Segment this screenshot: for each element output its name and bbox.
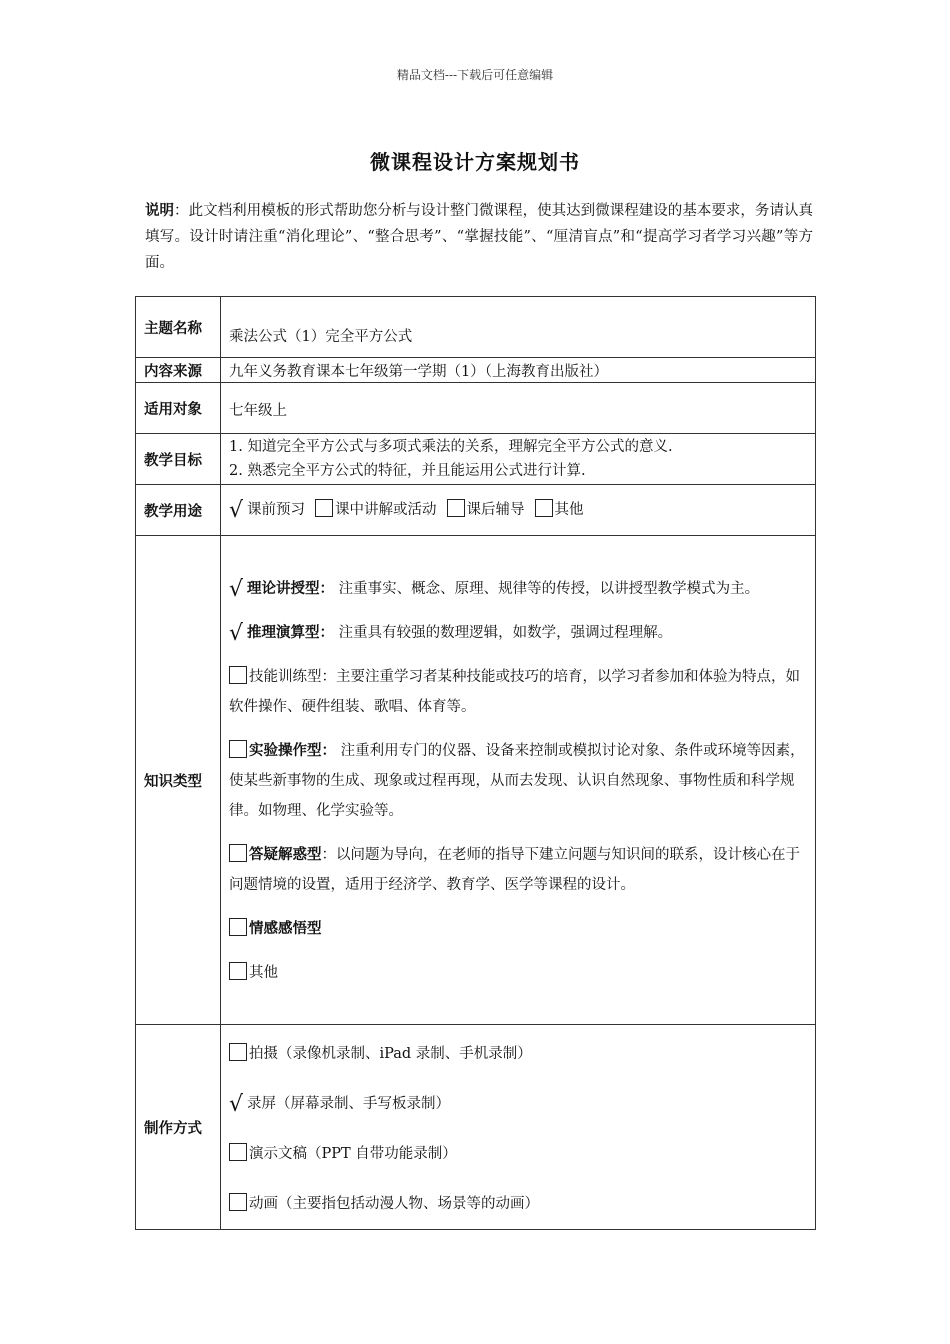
production-method-checkbox[interactable]: [229, 1043, 247, 1061]
knowledge-type-item[interactable]: [229, 574, 807, 604]
knowledge-type-desc: 注重具有较强的数理逻辑，如数学，强调过程理解。: [334, 625, 673, 641]
row-source: [136, 358, 816, 383]
knowledge-type-checkbox[interactable]: [229, 918, 247, 936]
production-method-checkbox[interactable]: [229, 1143, 247, 1161]
knowledge-type-name: 答疑解惑型: [249, 846, 322, 863]
knowledge-type-name: 理论讲授型：: [247, 580, 335, 597]
goal-label: 教学目标: [136, 434, 221, 485]
knowledge-type-name: 其他: [249, 965, 278, 981]
use-option[interactable]: [315, 498, 437, 519]
knowledge-type-desc: ：以问题为导向，在老师的指导下建立问题与知识间的联系，设计核心在于问题情境的设置，适用于经济学、教育学、医学等课程的设计。: [229, 847, 800, 893]
row-title: [136, 297, 816, 358]
use-option[interactable]: [229, 498, 305, 522]
knowledge-type-checkbox[interactable]: [229, 962, 247, 980]
types-cell: [221, 536, 816, 1025]
source-label: 内容来源: [136, 358, 221, 383]
use-option-label: 其他: [554, 502, 584, 518]
knowledge-type-name: 推理演算型：: [247, 624, 335, 641]
row-target: [136, 383, 816, 434]
make-label: 制作方式: [136, 1025, 221, 1230]
use-cell: [221, 485, 816, 536]
goal-item-1: 1. 知道完全平方公式与多项式乘法的关系，理解完全平方公式的意义.: [229, 439, 673, 455]
production-method-item[interactable]: [229, 1129, 807, 1179]
production-method-item[interactable]: [229, 1029, 807, 1079]
production-method-item[interactable]: [229, 1179, 807, 1229]
production-method-label: 录屏（屏幕录制、手写板录制）: [247, 1096, 451, 1112]
goal-cell: [221, 434, 816, 485]
use-option-checkbox[interactable]: [535, 499, 553, 517]
use-option-label: 课中讲解或活动: [335, 502, 437, 518]
knowledge-type-item[interactable]: [229, 736, 807, 826]
knowledge-type-name: 实验操作型：: [249, 742, 336, 759]
knowledge-type-item[interactable]: [229, 914, 807, 944]
knowledge-type-checkbox[interactable]: [229, 740, 247, 758]
production-method-checkbox[interactable]: [229, 1193, 247, 1211]
knowledge-type-checkbox[interactable]: [229, 844, 247, 862]
production-method-checkmark-icon[interactable]: √: [229, 1092, 244, 1117]
types-label: 知识类型: [136, 536, 221, 1025]
make-cell: [221, 1025, 816, 1230]
production-method-label: 演示文稿（PPT 自带功能录制）: [249, 1146, 457, 1162]
use-option-label: 课后辅导: [466, 502, 525, 518]
knowledge-type-item[interactable]: [229, 618, 807, 648]
row-goal: [136, 434, 816, 485]
knowledge-type-desc: 主要注重学习者某种技能或技巧的培育，以学习者参加和体验为特点，如软件操作、硬件组装、歌唱、体育等。: [229, 669, 800, 715]
use-label: 教学用途: [136, 485, 221, 536]
use-option[interactable]: [447, 498, 525, 519]
intro-lead: 说明: [145, 202, 175, 219]
row-types: [136, 536, 816, 1025]
row-use: [136, 485, 816, 536]
source-value: 九年义务教育课本七年级第一学期（1）（上海教育出版社）: [221, 358, 816, 383]
knowledge-type-item[interactable]: [229, 662, 807, 722]
use-option-checkbox[interactable]: [447, 499, 465, 517]
title-label: 主题名称: [136, 297, 221, 358]
production-method-item[interactable]: [229, 1079, 807, 1129]
use-option-checkbox[interactable]: [315, 499, 333, 517]
header-note: 精品文档---下载后可任意编辑: [396, 68, 554, 82]
knowledge-type-name: 技能训练型：: [249, 669, 336, 685]
row-make: [136, 1025, 816, 1230]
title-value: 乘法公式（1）完全平方公式: [221, 297, 816, 358]
knowledge-type-item[interactable]: [229, 840, 807, 900]
use-option-label: 课前预习: [247, 502, 306, 518]
knowledge-type-checkbox[interactable]: [229, 666, 247, 684]
production-method-label: 动画（主要指包括动漫人物、场景等的动画）: [249, 1196, 539, 1212]
knowledge-type-checkmark-icon[interactable]: √: [229, 621, 244, 646]
use-option[interactable]: [535, 498, 584, 519]
knowledge-type-desc: 注重事实、概念、原理、规律等的传授，以讲授型教学模式为主。: [334, 581, 760, 597]
knowledge-type-checkmark-icon[interactable]: √: [229, 577, 244, 602]
knowledge-type-desc: 注重利用专门的仪器、设备来控制或模拟讨论对象、条件或环境等因素，使某些新事物的生成、现象或过程再现，从而去发现、认识自然现象、事物性质和科学规律。如物理、化学实验等。: [229, 743, 805, 819]
knowledge-type-item[interactable]: [229, 958, 807, 988]
intro-text: ：此文档利用模板的形式帮助您分析与设计整门微课程，使其达到微课程建设的基本要求，务请认真填写。设计时请注重“消化理论”、“整合思考”、“掌握技能”、“厘清盲点”和“提高学习者学习兴趣”等方面。: [145, 203, 813, 271]
use-option-checkmark-icon[interactable]: √: [229, 498, 244, 523]
production-method-label: 拍摄（录像机录制、iPad 录制、手机录制）: [249, 1046, 532, 1062]
intro-paragraph: [145, 198, 813, 276]
document-title: 微课程设计方案规划书: [370, 150, 580, 174]
target-value: 七年级上: [221, 383, 816, 434]
plan-table: [135, 296, 816, 1230]
knowledge-type-name: 情感感悟型: [249, 920, 322, 937]
goal-item-2: 2. 熟悉完全平方公式的特征，并且能运用公式进行计算.: [229, 463, 586, 479]
target-label: 适用对象: [136, 383, 221, 434]
